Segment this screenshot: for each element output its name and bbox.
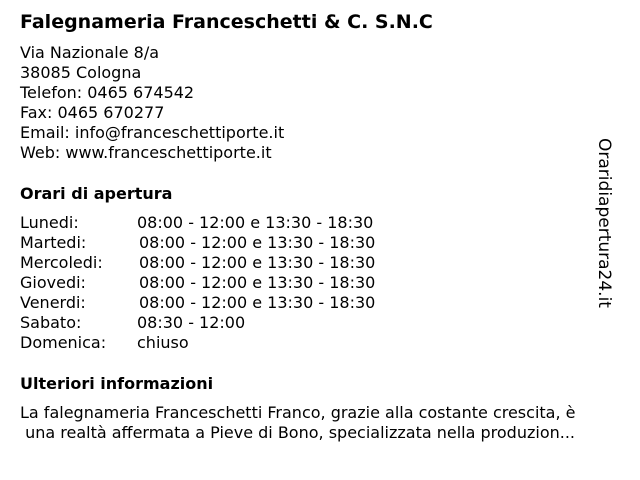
time-value: 08:30 - 12:00: [137, 313, 246, 332]
hours-row-wednesday: [20, 253, 620, 273]
day-label: Mercoledi:: [20, 253, 103, 272]
time-value: 08:00 - 12:00 e 13:30 - 18:30: [139, 253, 376, 272]
contact-block: [20, 43, 284, 163]
additional-info-text: [20, 403, 624, 443]
site-watermark: [586, 135, 622, 310]
time-value: 08:00 - 12:00 e 13:30 - 18:30: [137, 213, 374, 232]
day-label: Venerdi:: [20, 293, 86, 312]
hours-row-monday: [20, 213, 620, 233]
day-label: Giovedi:: [20, 273, 86, 292]
fax-number: Fax: 0465 670277: [20, 103, 165, 122]
opening-hours-table: [20, 213, 620, 353]
time-value: chiuso: [137, 333, 189, 352]
day-label: Sabato:: [20, 313, 82, 332]
time-value: 08:00 - 12:00 e 13:30 - 18:30: [139, 293, 376, 312]
time-value: 08:00 - 12:00 e 13:30 - 18:30: [139, 273, 376, 292]
opening-hours-heading: Orari di apertura: [20, 184, 173, 203]
additional-info-heading: Ulteriori informazioni: [20, 374, 214, 393]
phone-number: Telefon: 0465 674542: [20, 83, 195, 102]
info-line: La falegnameria Franceschetti Franco, grazie alla costante crescita, è: [20, 403, 576, 422]
hours-row-saturday: [20, 313, 620, 333]
business-name: Falegnameria Franceschetti & C. S.N.C: [20, 11, 433, 33]
info-line: una realtà affermata a Pieve di Bono, specializzata nella produzion...: [20, 423, 575, 442]
address-street: Via Nazionale 8/a: [20, 43, 160, 62]
day-label: Lunedi:: [20, 213, 79, 232]
hours-row-friday: [20, 293, 620, 313]
time-value: 08:00 - 12:00 e 13:30 - 18:30: [139, 233, 376, 252]
address-city: 38085 Cologna: [20, 63, 142, 82]
watermark-text: Oraridiapertura24.it: [594, 137, 614, 308]
website: Web: www.franceschettiporte.it: [20, 143, 272, 162]
hours-row-tuesday: [20, 233, 620, 253]
email-address: Email: info@franceschettiporte.it: [20, 123, 285, 142]
hours-row-sunday: [20, 333, 620, 353]
hours-row-thursday: [20, 273, 620, 293]
day-label: Martedi:: [20, 233, 87, 252]
day-label: Domenica:: [20, 333, 107, 352]
